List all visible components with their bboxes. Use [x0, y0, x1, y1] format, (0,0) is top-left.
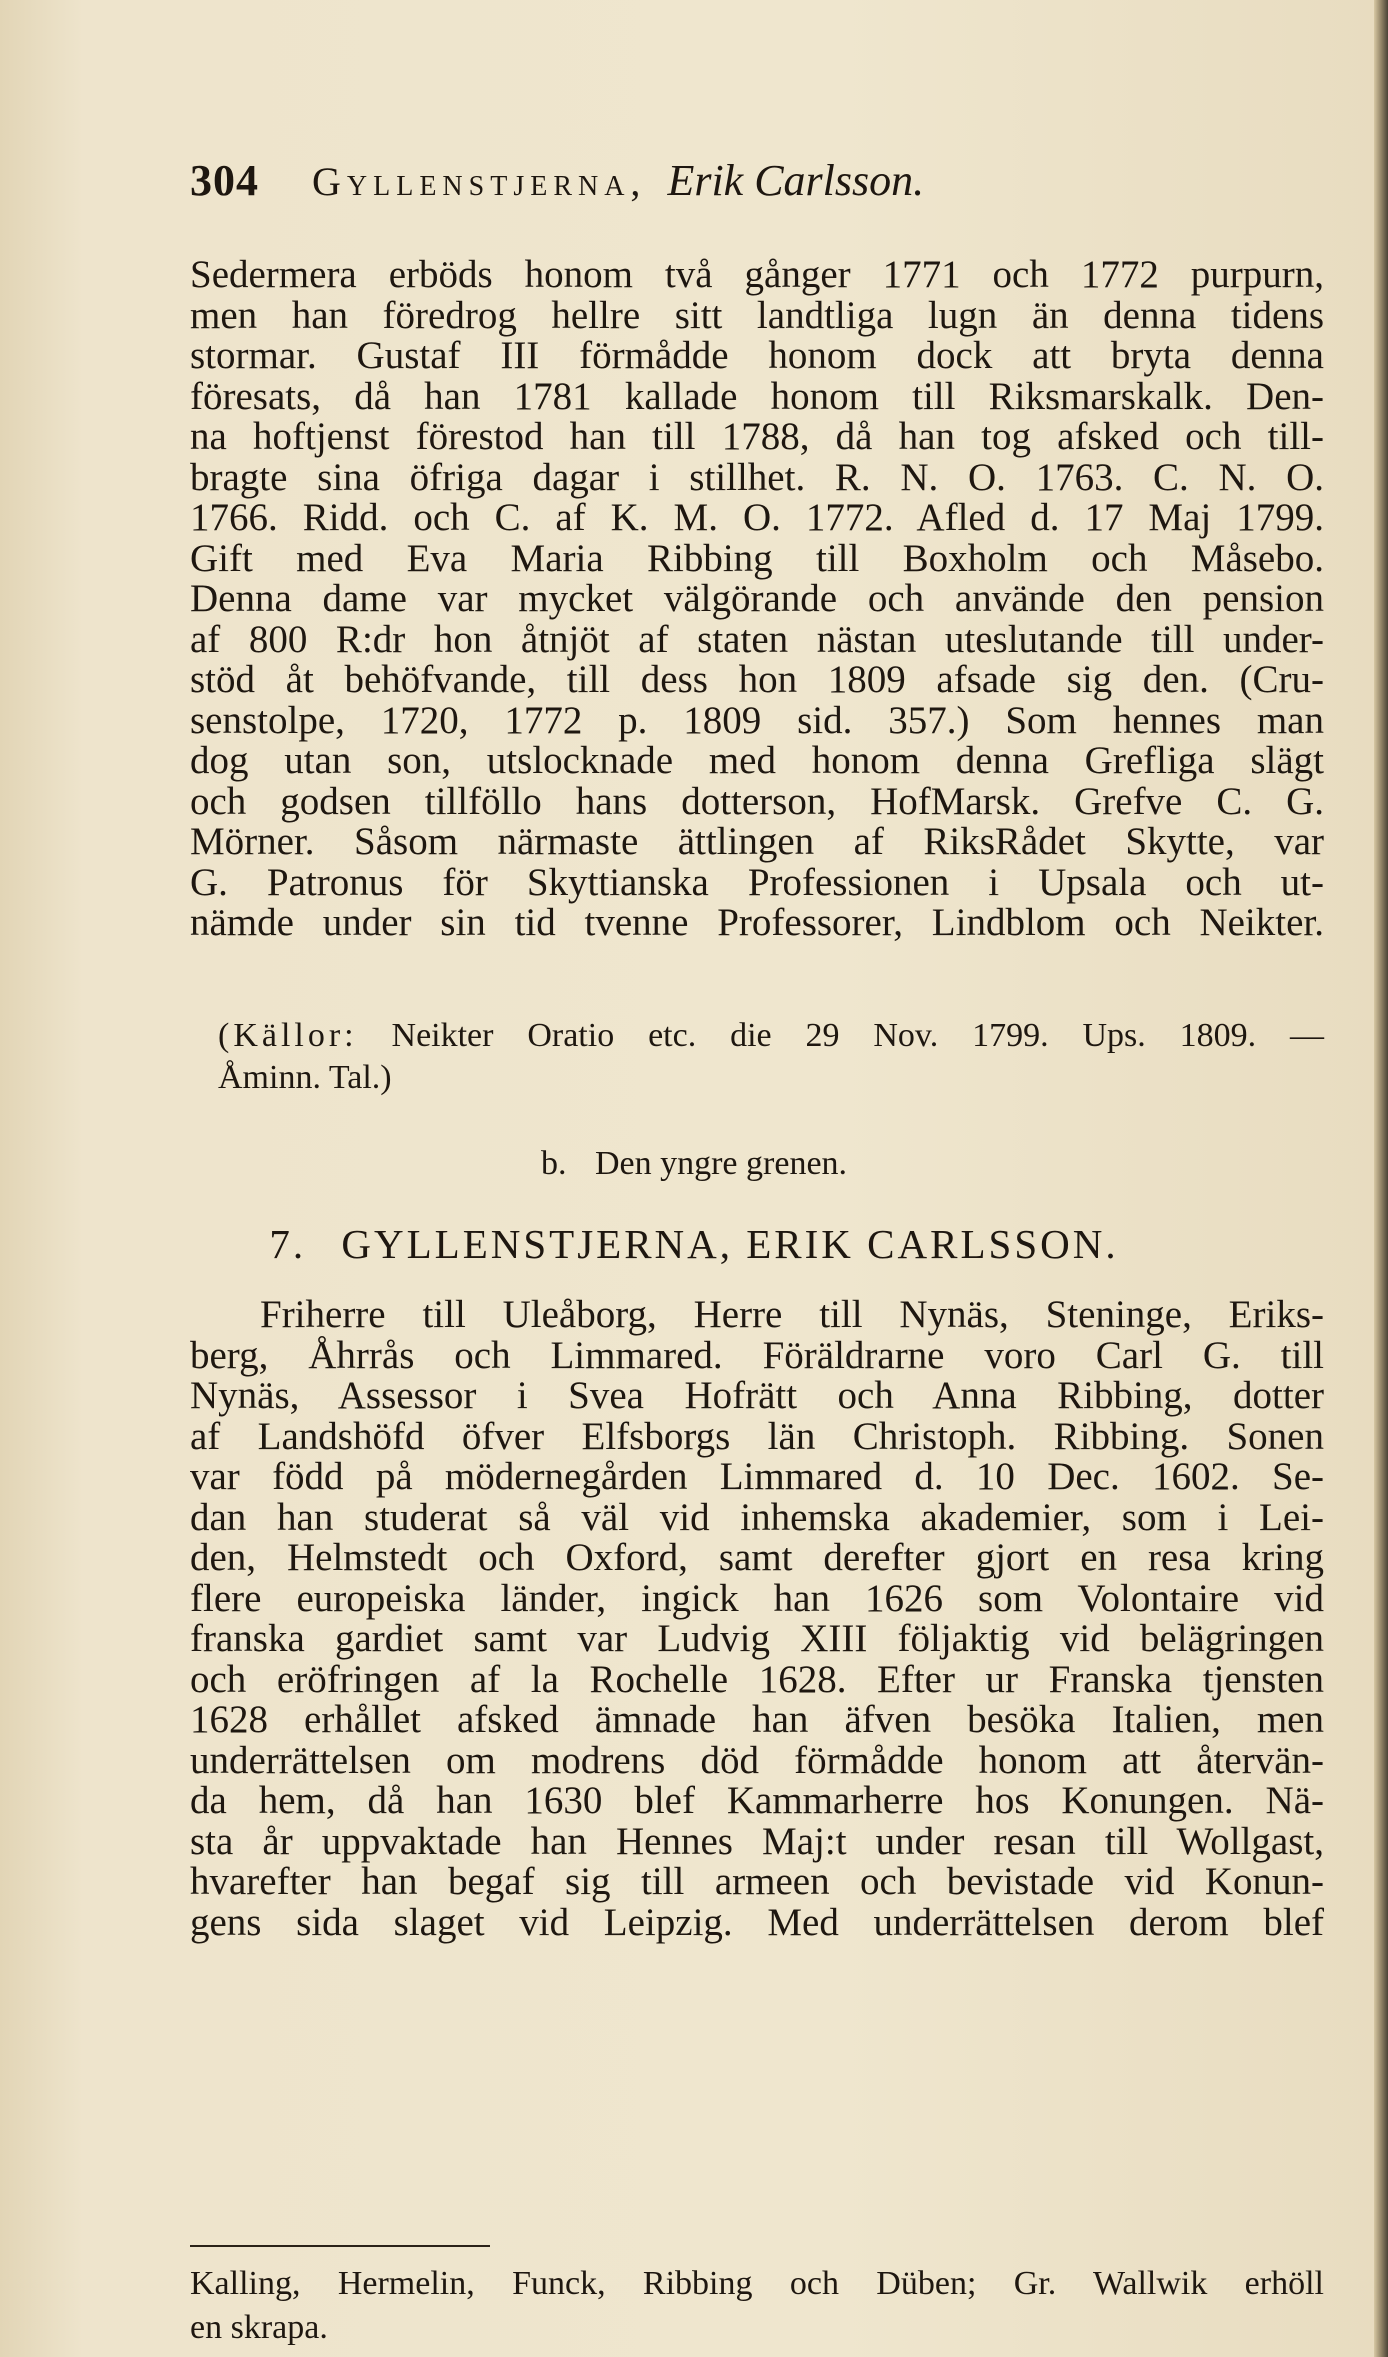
text-line: stormar. Gustaf III förmådde honom dock att bryta denna — [190, 334, 1324, 377]
header-family-name: Gyllenstjerna, — [312, 159, 647, 204]
running-header — [190, 155, 1330, 206]
footnote — [190, 2262, 1324, 2350]
text-line: Sedermera erböds honom två gånger 1771 och 1772 purpurn, — [190, 253, 1324, 296]
footnote-line: Kalling, Hermelin, Funck, Ribbing och Düben; Gr. Wallwik erhöll — [190, 2265, 1324, 2302]
text-line: senstolpe, 1720, 1772 p. 1809 sid. 357.) Som hennes man — [190, 698, 1324, 742]
text-line: dan han studerat så väl vid inhemska akademier, som i Lei- — [190, 1495, 1324, 1539]
text-line: af Landshöfd öfver Elfsborgs län Christoph. Ribbing. Sonen — [190, 1414, 1324, 1458]
text-line: na hoftjenst förestod han till 1788, då han tog afsked och till- — [190, 415, 1324, 458]
text-line: nämde under sin tid tvenne Professorer, Lindblom och Neikter. — [190, 901, 1324, 944]
text-line: af 800 R:dr hon åtnjöt af staten nästan uteslutande till under- — [190, 617, 1324, 661]
sources-line-2: Åminn. Tal.) — [218, 1059, 392, 1096]
text-line: dog utan son, utslocknade med honom denna Grefliga slägt — [190, 739, 1324, 782]
sources-line-1 — [218, 1015, 1324, 1057]
text-line: den, Helmstedt och Oxford, samt derefter gjort en resa kring — [190, 1536, 1324, 1579]
entry-title — [0, 1220, 1388, 1268]
text-line: da hem, då han 1630 blef Kammarherre hos Konungen. Nä- — [190, 1779, 1324, 1822]
text-line: var född på mödernegården Limmared d. 10 Dec. 1602. Se- — [190, 1455, 1324, 1498]
text-line: 1628 erhållet afsked ämnade han äfven besöka Italien, men — [190, 1698, 1324, 1741]
text-line: och godsen tillföllo hans dotterson, HofMarsk. Grefve C. G. — [190, 779, 1324, 823]
text-line: stöd åt behöfvande, till dess hon 1809 afsade sig den. (Cru- — [190, 658, 1324, 701]
text-line: gens sida slaget vid Leipzig. Med underrättelsen derom blef — [190, 1900, 1324, 1944]
text-line: sta år uppvaktade han Hennes Maj:t under resan till Wollgast, — [190, 1819, 1324, 1863]
text-line: och eröfringen af la Rochelle 1628. Efter ur Franska tjensten — [190, 1657, 1324, 1701]
text-line: berg, Åhrrås och Limmared. Föräldrarne voro Carl G. till — [190, 1333, 1324, 1377]
text-line: Nynäs, Assessor i Svea Hofrätt och Anna Ribbing, dotter — [190, 1374, 1324, 1417]
subheading-text: Den yngre grenen. — [594, 1145, 848, 1182]
text-line: flere europeiska länder, ingick han 1626 som Volontaire vid — [190, 1576, 1324, 1620]
branch-subheading — [0, 1145, 1388, 1183]
text-line: föresats, då han 1781 kallade honom till Riksmarskalk. Den- — [190, 374, 1324, 418]
text-line: Denna dame var mycket välgörande och använde den pension — [190, 577, 1324, 620]
text-line: Mörner. Såsom närmaste ättlingen af RiksRådet Skytte, var — [190, 820, 1324, 863]
text-line: G. Patronus för Skyttianska Professionen i Upsala och ut- — [190, 860, 1324, 904]
sources-label: (Källor: — [218, 1017, 358, 1054]
text-line: men han föredrog hellre sitt landtliga lugn än denna tidens — [190, 293, 1324, 337]
text-line: Gift med Eva Maria Ribbing till Boxholm och Måsebo. — [190, 536, 1324, 580]
sources-note — [218, 1015, 1324, 1099]
entry-name: GYLLENSTJERNA, ERIK CARLSSON. — [341, 1221, 1119, 1267]
paragraph-2 — [190, 1295, 1324, 1943]
text-line: bragte sina öfriga dagar i stillhet. R. N. O. 1763. C. N. O. — [190, 455, 1324, 499]
footnote-line: en skrapa. — [190, 2309, 328, 2346]
paragraph-1 — [190, 255, 1324, 944]
sources-text: Neikter Oratio etc. die 29 Nov. 1799. Ups. 1809. — — [391, 1017, 1324, 1054]
footnote-rule — [190, 2245, 490, 2247]
text-line: 1766. Ridd. och C. af K. M. O. 1772. Afled d. 17 Maj 1799. — [190, 496, 1324, 539]
subheading-letter: b. — [540, 1145, 567, 1182]
text-line: franska gardiet samt var Ludvig XIII följaktig vid belägringen — [190, 1617, 1324, 1660]
text-line: underrättelsen om modrens död förmådde honom att återvän- — [190, 1738, 1324, 1782]
text-line: Friherre till Uleåborg, Herre till Nynäs, Steninge, Eriks- — [260, 1293, 1324, 1336]
entry-number: 7. — [269, 1221, 307, 1267]
page-number: 304 — [190, 156, 259, 205]
header-person-name: Erik Carlsson. — [667, 156, 925, 205]
text-line: hvarefter han begaf sig till armeen och bevistade vid Konun- — [190, 1860, 1324, 1903]
